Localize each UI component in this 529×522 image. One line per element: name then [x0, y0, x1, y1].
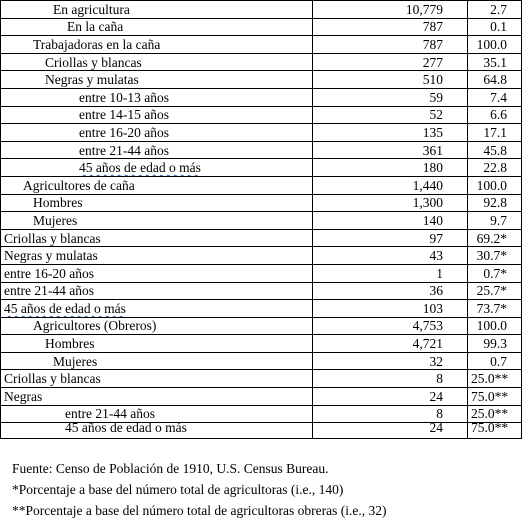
row-percent: [468, 106, 522, 124]
row-label: [1, 264, 313, 282]
row-count-text: 59: [429, 89, 443, 105]
source-note: Fuente: Censo de Población de 1910, U.S. Census Bureau.: [12, 461, 329, 476]
table-row: [1, 370, 522, 388]
row-percent: [468, 212, 522, 230]
table-row: [1, 388, 522, 406]
row-percent: [468, 300, 522, 318]
row-percent-text: 73.7*: [476, 300, 507, 316]
row-percent-text: 100.0: [476, 36, 507, 52]
row-label-text: Negras: [4, 388, 43, 404]
row-label: [1, 53, 313, 71]
row-count-text: 10,779: [405, 1, 443, 17]
row-label-text: entre 21-44 años: [4, 283, 94, 299]
row-label: [1, 36, 313, 54]
row-percent-text: 22.8: [483, 160, 507, 176]
row-percent-text: 35.1: [483, 54, 507, 70]
row-label-text: entre 16-20 años: [79, 124, 169, 140]
row-count-text: 8: [436, 406, 443, 422]
row-count: [313, 282, 468, 300]
row-percent: [468, 141, 522, 159]
row-percent-text: 75.0**: [471, 388, 509, 404]
row-label-text: entre 21-44 años: [65, 406, 155, 422]
row-label: [1, 423, 313, 439]
row-label: [1, 1, 313, 19]
row-percent-text: 99.3: [483, 336, 507, 352]
row-label-text: 45 años de edad o más: [65, 422, 187, 436]
row-percent: [468, 1, 522, 19]
row-percent: [468, 282, 522, 300]
row-count-text: 4,753: [412, 318, 443, 334]
row-label: [1, 159, 313, 177]
row-percent-text: 17.1: [483, 124, 507, 140]
row-label: [1, 317, 313, 335]
row-label-text: Hombres: [33, 195, 83, 211]
row-label: [1, 300, 313, 318]
row-label-text: Agricultores (Obreros): [33, 318, 157, 334]
row-count-text: 361: [422, 142, 443, 158]
row-count-text: 1: [436, 265, 443, 281]
table-row: [1, 264, 522, 282]
row-percent: [468, 317, 522, 335]
row-count: [313, 159, 468, 177]
row-label-text: Criollas y blancas: [45, 54, 142, 70]
table-row: [1, 317, 522, 335]
row-count-text: 4,721: [412, 336, 443, 352]
row-count-text: 135: [422, 124, 443, 140]
row-count: [313, 317, 468, 335]
row-count: [313, 53, 468, 71]
row-label-text: 45 años de edad o más: [4, 300, 126, 316]
table-row: [1, 141, 522, 159]
row-count: [313, 388, 468, 406]
row-count: [313, 1, 468, 19]
row-percent: [468, 370, 522, 388]
row-label-text: Agricultores de caña: [23, 177, 135, 193]
table-row: [1, 18, 522, 36]
row-count: [313, 124, 468, 142]
row-label: [1, 247, 313, 265]
row-count: [313, 300, 468, 318]
row-percent: [468, 229, 522, 247]
row-count-text: 510: [422, 72, 443, 88]
table-row: [1, 71, 522, 89]
row-count-text: 97: [429, 230, 443, 246]
row-label-text: entre 14-15 años: [79, 107, 169, 123]
row-label: [1, 88, 313, 106]
table-row: [1, 124, 522, 142]
row-percent-text: 100.0: [476, 177, 507, 193]
row-percent-text: 6.6: [490, 107, 507, 123]
row-percent-text: 69.2*: [476, 230, 507, 246]
row-count: [313, 88, 468, 106]
row-percent: [468, 405, 522, 423]
table-row: [1, 53, 522, 71]
row-percent: [468, 352, 522, 370]
row-percent-text: 2.7: [490, 1, 507, 17]
row-count-text: 1,440: [412, 177, 443, 193]
table-row: [1, 405, 522, 423]
row-label: [1, 18, 313, 36]
row-count: [313, 194, 468, 212]
row-count-text: 52: [429, 107, 443, 123]
row-label-text: Negras y mulatas: [45, 72, 139, 88]
row-count: [313, 264, 468, 282]
row-label: [1, 405, 313, 423]
row-count-text: 36: [429, 283, 443, 299]
row-count-text: 787: [422, 19, 443, 35]
row-count-text: 1,300: [412, 195, 443, 211]
row-label-text: Hombres: [45, 336, 95, 352]
row-label: [1, 176, 313, 194]
row-label-text: Negras y mulatas: [4, 248, 98, 264]
row-label-text: En la caña: [67, 19, 124, 35]
row-label: [1, 194, 313, 212]
row-percent: [468, 71, 522, 89]
row-percent: [468, 36, 522, 54]
table-row: [1, 300, 522, 318]
row-percent-text: 7.4: [490, 89, 507, 105]
footnote-obreras: **Porcentaje a base del número total de agricultoras obreras (i.e., 32): [12, 503, 387, 518]
row-label-text: Trabajadoras en la caña: [33, 36, 161, 52]
row-percent: [468, 335, 522, 353]
table-row: [1, 176, 522, 194]
row-percent-text: 75.0**: [471, 422, 509, 436]
row-count: [313, 212, 468, 230]
row-label-text: Criollas y blancas: [4, 230, 101, 246]
row-count: [313, 18, 468, 36]
row-label-text: En agricultura: [53, 1, 130, 17]
row-count-text: 24: [429, 388, 443, 404]
row-count: [313, 247, 468, 265]
table-row: [1, 352, 522, 370]
row-label: [1, 229, 313, 247]
row-percent-text: 92.8: [483, 195, 507, 211]
table-row: [1, 88, 522, 106]
row-percent-text: 25.0**: [471, 406, 509, 422]
row-label: [1, 282, 313, 300]
table-row: [1, 282, 522, 300]
row-percent-text: 64.8: [483, 72, 507, 88]
table-row: [1, 194, 522, 212]
table-row: [1, 212, 522, 230]
row-label: [1, 352, 313, 370]
row-percent: [468, 264, 522, 282]
row-percent-text: 45.8: [483, 142, 507, 158]
row-label-text: Mujeres: [53, 353, 98, 369]
row-label: [1, 124, 313, 142]
row-percent-text: 9.7: [490, 212, 507, 228]
row-count: [313, 352, 468, 370]
row-percent: [468, 18, 522, 36]
row-percent-text: 100.0: [476, 318, 507, 334]
row-percent: [468, 423, 522, 439]
row-count: [313, 176, 468, 194]
row-label-text: entre 21-44 años: [79, 142, 169, 158]
table-row: [1, 229, 522, 247]
row-percent: [468, 159, 522, 177]
row-percent-text: 25.0**: [471, 371, 509, 387]
row-count: [313, 405, 468, 423]
row-count: [313, 36, 468, 54]
row-label-text: entre 16-20 años: [4, 265, 94, 281]
census-table-body: [1, 1, 522, 439]
row-percent: [468, 194, 522, 212]
row-count: [313, 71, 468, 89]
row-count-text: 43: [429, 248, 443, 264]
row-label-text: Mujeres: [33, 212, 78, 228]
row-percent-text: 30.7*: [476, 248, 507, 264]
row-count: [313, 106, 468, 124]
row-label: [1, 370, 313, 388]
row-label: [1, 388, 313, 406]
row-count: [313, 141, 468, 159]
row-count: [313, 335, 468, 353]
row-percent-text: 0.7*: [483, 265, 507, 281]
footnotes: [12, 458, 386, 521]
row-label-text: Criollas y blancas: [4, 371, 101, 387]
table-row: [1, 159, 522, 177]
row-label: [1, 212, 313, 230]
row-percent-text: 0.7: [490, 353, 507, 369]
row-label: [1, 71, 313, 89]
table-row: [1, 335, 522, 353]
row-count: [313, 229, 468, 247]
table-row: [1, 247, 522, 265]
row-count-text: 140: [422, 212, 443, 228]
row-label: [1, 106, 313, 124]
row-percent: [468, 124, 522, 142]
row-count-text: 277: [422, 54, 443, 70]
row-percent: [468, 388, 522, 406]
row-count: [313, 423, 468, 439]
table-row: [1, 106, 522, 124]
row-label: [1, 141, 313, 159]
table-row: [1, 423, 522, 439]
table-row: [1, 36, 522, 54]
row-percent: [468, 247, 522, 265]
row-count-text: 787: [422, 36, 443, 52]
row-percent-text: 25.7*: [476, 283, 507, 299]
row-percent: [468, 53, 522, 71]
footnote-agricultoras: *Porcentaje a base del número total de agricultoras (i.e., 140): [12, 482, 344, 497]
row-percent: [468, 88, 522, 106]
row-count-text: 24: [429, 422, 443, 436]
row-count-text: 180: [422, 160, 443, 176]
row-percent-text: 0.1: [490, 19, 507, 35]
row-percent: [468, 176, 522, 194]
table-row: [1, 1, 522, 19]
row-label-text: 45 años de edad o más: [79, 160, 201, 176]
row-count-text: 103: [422, 300, 443, 316]
row-count-text: 32: [429, 353, 443, 369]
row-label: [1, 335, 313, 353]
row-count-text: 8: [436, 371, 443, 387]
row-count: [313, 370, 468, 388]
row-label-text: entre 10-13 años: [79, 89, 169, 105]
